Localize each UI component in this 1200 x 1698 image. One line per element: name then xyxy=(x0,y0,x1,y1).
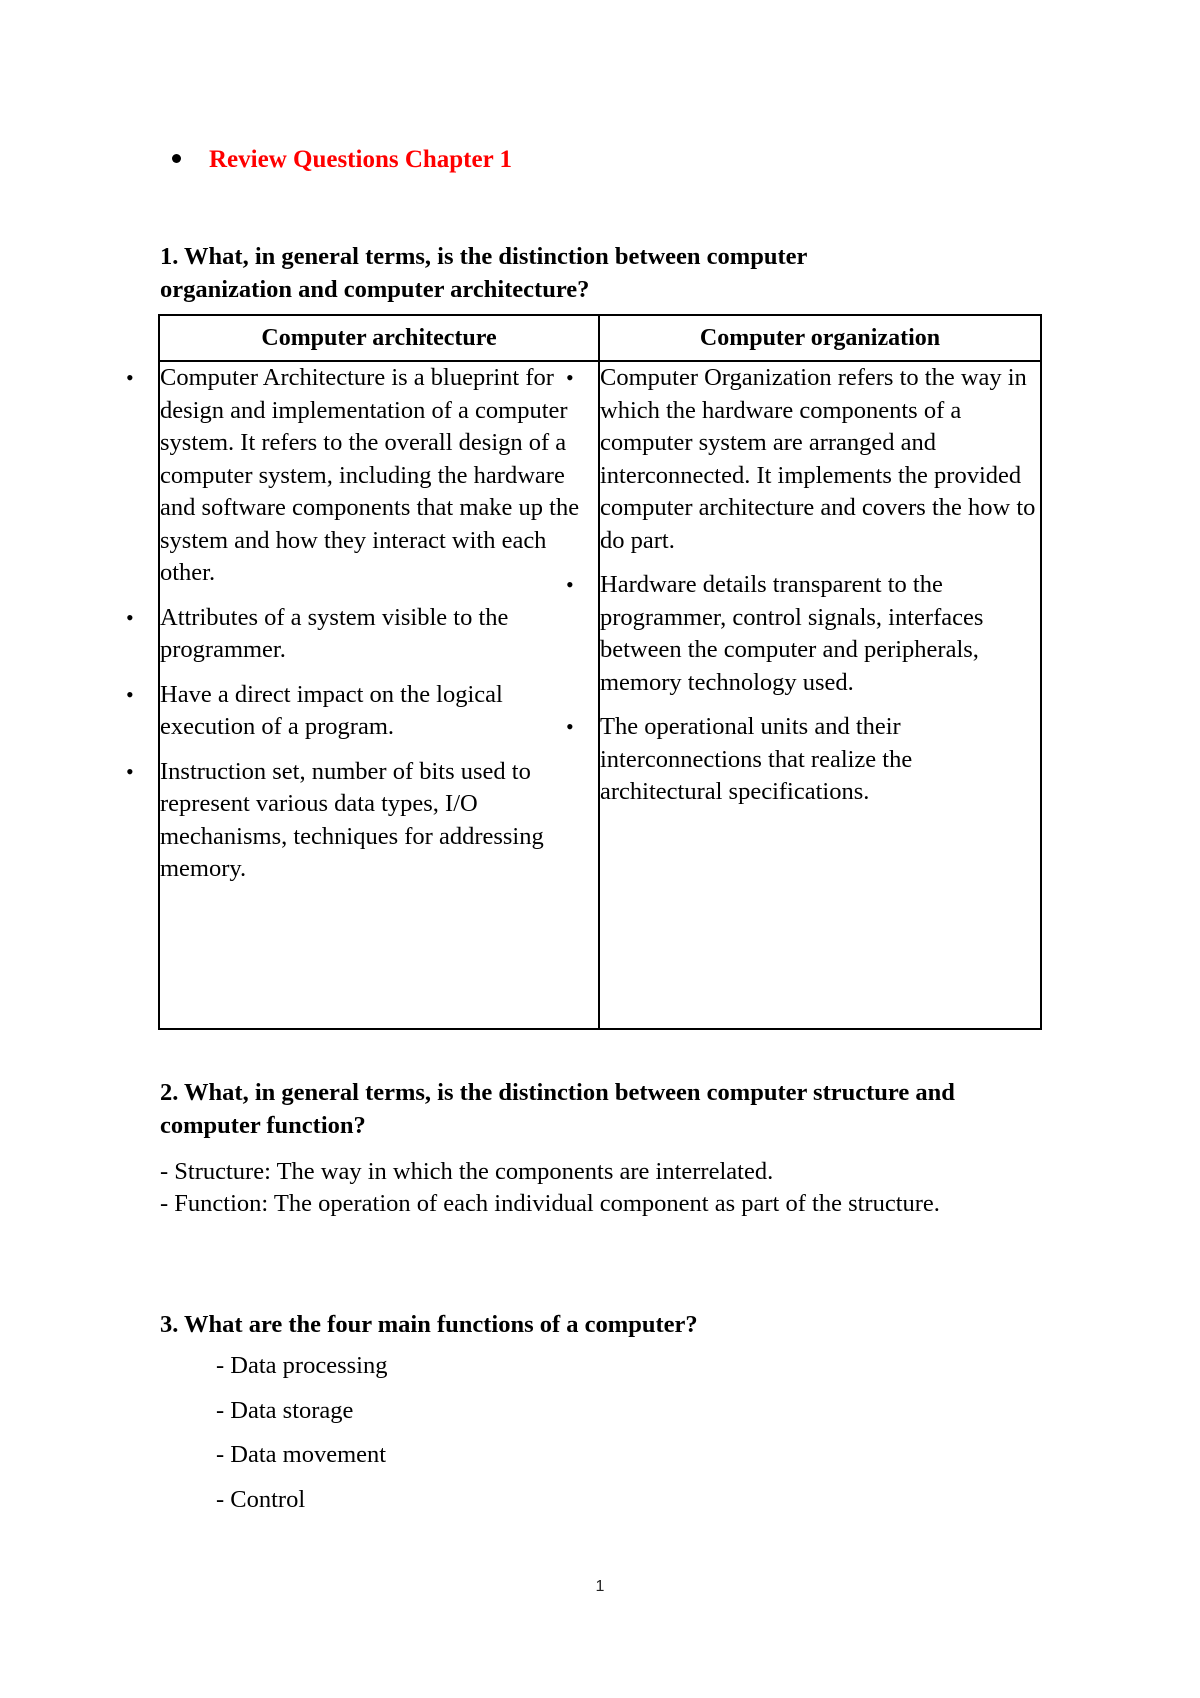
bullet-icon: • xyxy=(566,714,574,739)
bullet-icon xyxy=(172,154,181,163)
list-item: - Control xyxy=(216,1485,306,1513)
bullet-icon: • xyxy=(566,572,574,597)
answer-function: - Function: The operation of each individual component as part of the structure. xyxy=(160,1190,940,1217)
comparison-table xyxy=(126,314,1042,1030)
list-item: • Instruction set, number of bits used to represent various data types, I/O mechanisms, techniques for addressing memory. xyxy=(126,757,544,882)
list-item: • Computer Organization refers to the way in which the hardware components of a computer system are arranged and interconnected. It implements the provided computer architecture and covers the how to do part. xyxy=(566,364,1036,554)
question-2-prompt: 2. What, in general terms, is the distinction between computer structure and computer function? xyxy=(160,1079,955,1139)
list-item: • Hardware details transparent to the programmer, control signals, interfaces between the computer and peripherals, memory technology used. xyxy=(566,571,984,696)
question-1-prompt: 1. What, in general terms, is the distinction between computer organization and computer architecture? xyxy=(160,243,807,303)
list-item: • Have a direct impact on the logical execution of a program. xyxy=(126,680,503,740)
table-header-row xyxy=(159,315,1041,361)
section-title: Review Questions Chapter 1 xyxy=(209,146,513,173)
page-number: 1 xyxy=(595,1578,605,1595)
bullet-icon: • xyxy=(126,365,134,390)
question-3-prompt: 3. What are the four main functions of a computer? xyxy=(160,1311,698,1338)
list-item: - Data processing xyxy=(216,1352,388,1379)
question-2-answer xyxy=(160,1156,1040,1220)
bullet-icon: • xyxy=(126,758,134,784)
answer-structure: - Structure: The way in which the components are interrelated. xyxy=(160,1158,774,1185)
question-3-answer-list xyxy=(216,1350,387,1528)
bullet-icon: • xyxy=(126,604,134,630)
header-computer-architecture: Computer architecture xyxy=(159,315,599,361)
section-heading xyxy=(172,146,512,174)
bullet-icon: • xyxy=(566,365,574,390)
bullet-icon: • xyxy=(126,681,134,707)
list-item: • The operational units and their interconnections that realize the architectural specifications. xyxy=(566,713,913,805)
organization-cell xyxy=(566,361,1041,1029)
list-item: - Data storage xyxy=(216,1396,354,1424)
list-item: • Computer Architecture is a blueprint for design and implementation of a computer system. It refers to the overall design of a computer system, including the hardware and software components that make up the system and how they interact with each other. xyxy=(126,364,580,586)
organization-list xyxy=(566,362,1040,809)
architecture-cell xyxy=(126,361,599,1029)
header-computer-organization: Computer organization xyxy=(599,315,1041,361)
list-item: - Data movement xyxy=(216,1441,387,1468)
architecture-list xyxy=(126,362,598,886)
table-row xyxy=(159,361,1041,1029)
list-item: • Attributes of a system visible to the programmer. xyxy=(126,603,509,663)
